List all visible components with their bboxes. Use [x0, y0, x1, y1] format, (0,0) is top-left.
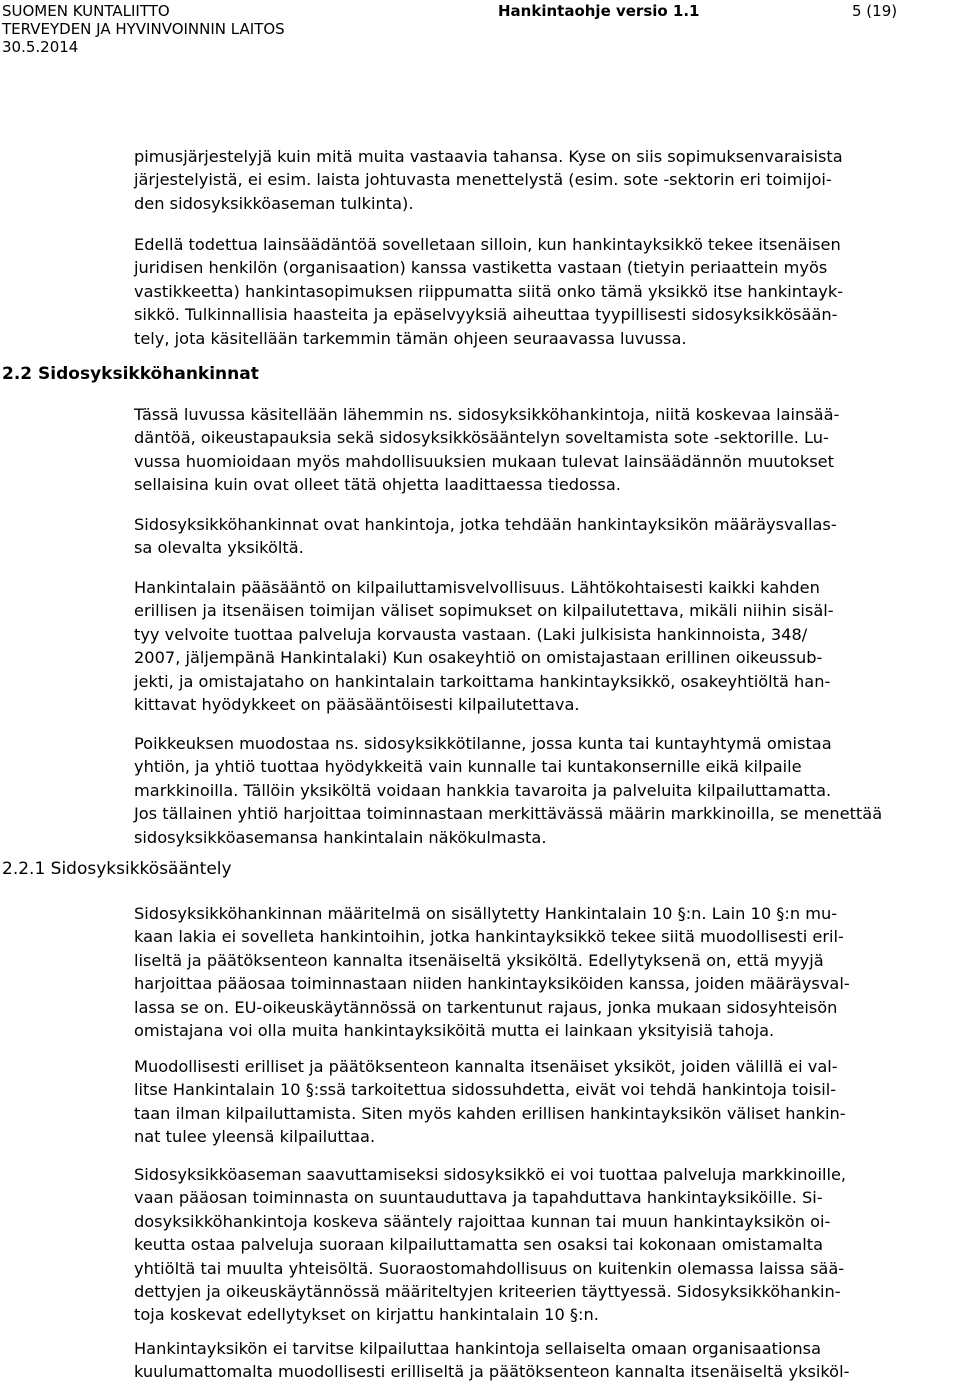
paragraph-text: Tässä luvussa käsitellään lähemmin ns. sidosyksikköhankintoja, niitä koskevaa lainsää- däntöä, oikeustapauksia sekä sidosyksikkösääntelyn soveltamista sote -sektorille. Lu- vussa huomioidaan myös mahdollisuuksien mukaan tulevat lainsäädännön muutokset sellaisina kuin ovat olleet tätä ohjetta laadittaessa tiedossa.	[134, 405, 840, 495]
header-organization-block	[2, 2, 285, 56]
section-heading-2-2-1: 2.2.1 Sidosyksikkösääntely	[2, 859, 232, 879]
paragraph-2	[134, 233, 946, 350]
paragraph-8	[134, 1055, 946, 1149]
paragraph-text: Hankintalain pääsääntö on kilpailuttamisvelvollisuus. Lähtökohtaisesti kaikki kahden erillisen ja itsenäisen toimijan väliset sopimukset on kilpailutettava, mikäli niihin sisäl- tyy velvoite tuottaa palveluja korvausta vastaan. (Laki julkisista hankinnoista, 348/ 2007, jäljempänä Hankintalaki) Kun osakeyhtiö on omistajastaan erillinen oikeussub- jekti, ja omistajataho on hankintalain tarkoittama hankintayksikkö, osakeyhtiöltä han- kittavat hyödykkeet on pääsääntöisesti kilpailutettava.	[134, 578, 834, 715]
paragraph-text: Sidosyksikköhankinnan määritelmä on sisällytetty Hankintalain 10 §:n. Lain 10 §:n mu- kaan lakia ei sovelleta hankintoihin, jotka hankintayksikkö tekee siitä muodollisesti eril- liseltä ja päätöksenteon kannalta itsenäiseltä yksiköltä. Edellytyksenä on, että myyjä harjoittaa pääosaa toiminnastaan niiden hankintayksiköiden kanssa, joiden määräysval- lassa se on. EU-oikeuskäytännössä on tarkentunut rajaus, jonka mukaan sidosyhteisön omistajana voi olla muita hankintayksiköitä mutta ei lainkaan yksityisiä tahoja.	[134, 904, 850, 1041]
paragraph-1	[134, 145, 946, 215]
header-org-line-1: SUOMEN KUNTALIITTO	[2, 2, 170, 20]
header-org-line-2: TERVEYDEN JA HYVINVOINNIN LAITOS	[2, 20, 285, 38]
paragraph-5	[134, 576, 946, 716]
header-page-number: 5 (19)	[852, 2, 898, 20]
paragraph-10	[134, 1337, 946, 1384]
paragraph-7	[134, 902, 946, 1042]
header-date: 30.5.2014	[2, 38, 79, 56]
paragraph-text: Edellä todettua lainsäädäntöä sovelletaan silloin, kun hankintayksikkö tekee itsenäisen juridisen henkilön (organisaation) kanssa vastiketta vastaan (tietyin periaattein myös vastikkeetta) hankintasopimuksen riippumatta siitä onko tämä yksikkö itse hankintayk- sikkö. Tulkinnallisia haasteita ja epäselvyyksiä aiheuttaa tyypillisesti sidosyksikkösään- tely, jota käsitellään tarkemmin tämän ohjeen seuraavassa luvussa.	[134, 235, 844, 348]
paragraph-text: Hankintayksikön ei tarvitse kilpailuttaa hankintoja sellaiselta omaan organisaationsa kuulumattomalta muodollisesti erilliseltä ja päätöksenteon kannalta itsenäiseltä yksiköl-	[134, 1339, 850, 1382]
paragraph-4	[134, 513, 946, 560]
paragraph-text: pimusjärjestelyjä kuin mitä muita vastaavia tahansa. Kyse on siis sopimuksenvaraisista järjestelyistä, ei esim. laista johtuvasta menettelystä (esim. sote -sektorin eri toimijoi- den sidosyksikköaseman tulkinta).	[134, 147, 843, 213]
paragraph-6	[134, 732, 946, 849]
paragraph-3	[134, 403, 946, 497]
paragraph-text: Muodollisesti erilliset ja päätöksenteon kannalta itsenäiset yksiköt, joiden välillä ei val- litse Hankintalain 10 §:ssä tarkoitettua sidossuhdetta, eivät voi tehdä hankintoja toisil- taan ilman kilpailuttamista. Siten myös kahden erillisen hankintayksikön väliset hankin- nat tulee yleensä kilpailuttaa.	[134, 1057, 846, 1147]
section-heading-2-2: 2.2 Sidosyksikköhankinnat	[2, 364, 259, 384]
paragraph-text: Sidosyksikköhankinnat ovat hankintoja, jotka tehdään hankintayksikön määräysvallas- sa olevalta yksiköltä.	[134, 515, 837, 558]
paragraph-text: Sidosyksikköaseman saavuttamiseksi sidosyksikkö ei voi tuottaa palveluja markkinoille, vaan pääosan toiminnasta on suuntauduttava ja tapahduttava hankintayksiköille. Si- dosyksikköhankintoja koskeva sääntely rajoittaa kunnan tai muun hankintayksikön oi- keutta ostaa palveluja suoraan kilpailuttamatta sen osaksi tai kokonaan omistamalta yhtiöltä tai muulta yhteisöltä. Suoraostomahdollisuus on kuitenkin olemassa laissa sää- dettyjen ja oikeuskäytännössä määriteltyjen kriteerien täyttyessä. Sidosyksikköhankin- toja koskevat edellytykset on kirjattu hankintalain 10 §:n.	[134, 1165, 847, 1325]
paragraph-text: Poikkeuksen muodostaa ns. sidosyksikkötilanne, jossa kunta tai kuntayhtymä omistaa yhtiön, ja yhtiö tuottaa hyödykkeitä vain kunnalle tai kuntakonsernille eikä kilpaile markkinoilla. Tällöin yksiköltä voidaan hankkia tavaroita ja palveluita kilpailuttamatta. Jos tällainen yhtiö harjoittaa toiminnastaan merkittävässä määrin markkinoilla, se menettää sidosyksikköasemansa hankintalain näkökulmasta.	[134, 734, 883, 847]
header-document-title: Hankintaohje versio 1.1	[498, 2, 700, 20]
paragraph-9	[134, 1163, 946, 1327]
